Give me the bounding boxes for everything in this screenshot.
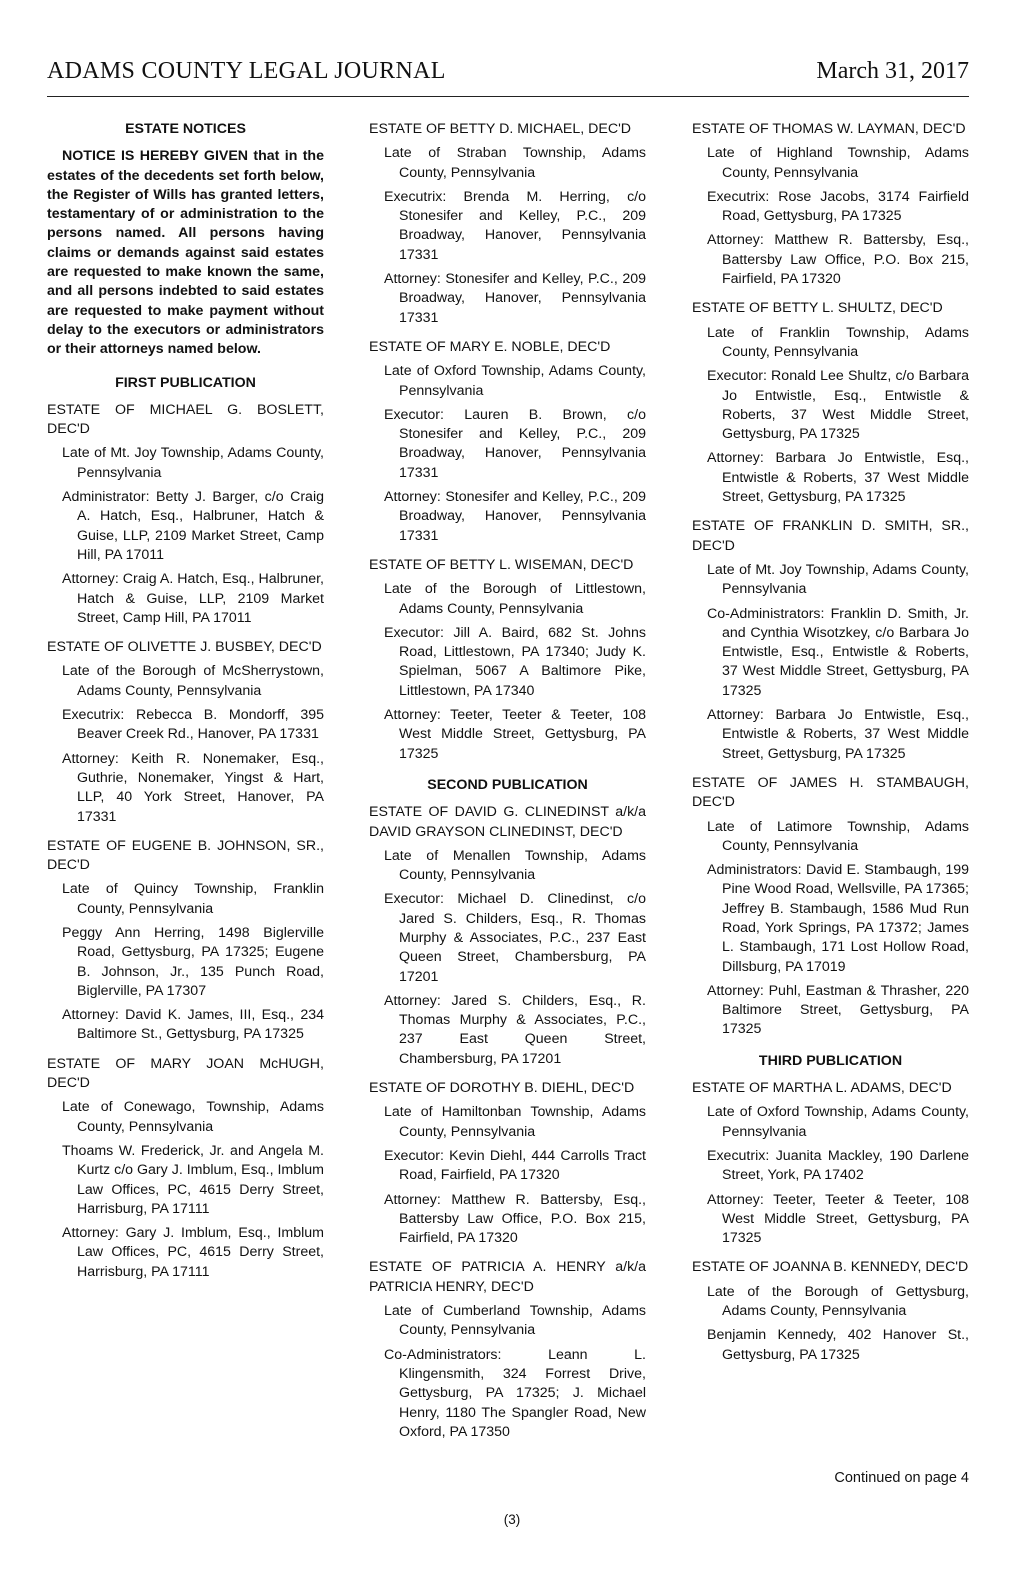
estate-name: ESTATE OF OLIVETTE J. BUSBEY, DEC'D <box>47 639 322 656</box>
estate-detail-line: Late of Menallen Township, Adams County, Pennsylvania <box>384 847 646 884</box>
estate-detail-line: Executor: Michael D. Clinedinst, c/o Jared S. Childers, Esq., R. Thomas Murphy & Associates, P.C., 237 East Queen Street, Chambersburg, PA 17201 <box>384 891 646 985</box>
estate-notice <box>369 803 646 1069</box>
estate-detail-line: Co-Administrators: Franklin D. Smith, Jr. and Cynthia Wisotzkey, c/o Barbara Jo Entwistle, Esq., Entwistle & Roberts, 37 West Middle Street, Gettysburg, PA 17325 <box>707 605 969 699</box>
column-3 <box>692 120 969 1365</box>
estate-detail-line: Executrix: Juanita Mackley, 190 Darlene Street, York, PA 17402 <box>707 1147 969 1184</box>
estate-name: ESTATE OF MICHAEL G. BOSLETT, DEC'D <box>47 401 324 438</box>
estate-notice <box>47 1055 324 1282</box>
estate-notice <box>692 1258 969 1364</box>
second-publication-heading: SECOND PUBLICATION <box>427 776 588 793</box>
estate-name: ESTATE OF MARY E. NOBLE, DEC'D <box>369 338 611 355</box>
estate-detail-line: Late of Mt. Joy Township, Adams County, Pennsylvania <box>707 561 969 598</box>
third-publication-heading: THIRD PUBLICATION <box>758 1052 903 1069</box>
estate-detail-line: Executrix: Rebecca B. Mondorff, 395 Beaver Creek Rd., Hanover, PA 17331 <box>62 707 324 743</box>
estate-notice <box>692 1079 969 1248</box>
column-1 <box>47 120 324 1282</box>
estate-detail-line: Late of Latimore Township, Adams County, Pennsylvania <box>707 818 969 854</box>
estate-notice <box>369 556 646 764</box>
estate-detail-line: Attorney: Matthew R. Battersby, Esq., Battersby Law Office, P.O. Box 215, Fairfield, PA 17320 <box>384 1191 646 1247</box>
estate-list <box>47 401 324 1282</box>
estate-detail-line: Attorney: Keith R. Nonemaker, Esq., Guthrie, Nonemaker, Yingst & Hart, LLP, 40 York Street, Hanover, PA 17331 <box>62 750 324 825</box>
estate-list <box>369 120 646 764</box>
estate-notice <box>47 837 324 1045</box>
estate-name: ESTATE OF PATRICIA A. HENRY a/k/a PATRICIA HENRY, DEC'D <box>369 1259 646 1295</box>
estate-list <box>369 803 646 1442</box>
estate-detail-line: Attorney: Barbara Jo Entwistle, Esq., Entwistle & Roberts, 37 West Middle Street, Gettysburg, PA 17325 <box>707 707 969 762</box>
estate-detail-line: Executrix: Brenda M. Herring, c/o Stonesifer and Kelley, P.C., 209 Broadway, Hanover, Pennsylvania 17331 <box>384 188 646 263</box>
estate-name: ESTATE OF EUGENE B. JOHNSON, SR., DEC'D <box>47 837 324 874</box>
estate-list <box>692 1079 969 1365</box>
estate-detail-line: Late of Franklin Township, Adams County, Pennsylvania <box>707 324 969 360</box>
estate-name: ESTATE OF MARTHA L. ADAMS, DEC'D <box>692 1080 952 1097</box>
estate-detail-line: Late of Oxford Township, Adams County, Pennsylvania <box>707 1104 969 1140</box>
estate-notice <box>369 120 646 328</box>
estate-notice <box>692 299 969 507</box>
estate-detail-line: Attorney: Stonesifer and Kelley, P.C., 209 Broadway, Hanover, Pennsylvania 17331 <box>384 489 646 544</box>
estate-notice <box>692 774 969 1040</box>
estate-detail-line: Attorney: Barbara Jo Entwistle, Esq., Entwistle & Roberts, 37 West Middle Street, Gettysburg, PA 17325 <box>707 450 969 506</box>
estate-detail-line: Late of Quincy Township, Franklin County, Pennsylvania <box>62 881 324 917</box>
issue-date: March 31, 2017 <box>816 58 969 84</box>
estate-name: ESTATE OF MARY JOAN McHUGH, DEC'D <box>47 1055 324 1092</box>
estate-detail-line: Late of Mt. Joy Township, Adams County, Pennsylvania <box>62 445 324 481</box>
estate-detail-line: Attorney: Gary J. Imblum, Esq., Imblum Law Offices, PC, 4615 Derry Street, Harrisburg, PA 17111 <box>62 1225 324 1280</box>
estate-notice <box>369 1258 646 1442</box>
estate-name: ESTATE OF JOANNA B. KENNEDY, DEC'D <box>692 1259 969 1276</box>
estate-name: ESTATE OF THOMAS W. LAYMAN, DEC'D <box>692 121 966 137</box>
estate-detail-line: Late of Straban Township, Adams County, Pennsylvania <box>384 145 646 181</box>
estate-detail-line: Executrix: Rose Jacobs, 3174 Fairfield Road, Gettysburg, PA 17325 <box>707 188 969 225</box>
estate-notice <box>47 638 324 827</box>
estate-name: ESTATE OF BETTY D. MICHAEL, DEC'D <box>369 121 632 137</box>
estate-detail-line: Late of Cumberland Township, Adams County, Pennsylvania <box>384 1303 646 1339</box>
estate-detail-line: Administrator: Betty J. Barger, c/o Craig A. Hatch, Esq., Halbruner, Hatch & Guise, LLP, 2109 Market Street, Camp Hill, PA 17011 <box>62 489 324 563</box>
estate-detail-line: Late of the Borough of Gettysburg, Adams County, Pennsylvania <box>707 1283 969 1320</box>
estate-list <box>692 120 969 1040</box>
estate-detail-line: Executor: Lauren B. Brown, c/o Stonesifer and Kelley, P.C., 209 Broadway, Hanover, Pennsylvania 17331 <box>384 406 646 481</box>
estate-detail-line: Late of Hamiltonban Township, Adams County, Pennsylvania <box>384 1104 646 1140</box>
estate-detail-line: Attorney: Teeter, Teeter & Teeter, 108 West Middle Street, Gettysburg, PA 17325 <box>384 707 646 762</box>
estate-name: ESTATE OF FRANKLIN D. SMITH, SR., DEC'D <box>692 518 969 554</box>
estate-notice <box>692 120 969 289</box>
estate-detail-line: Thoams W. Frederick, Jr. and Angela M. Kurtz c/o Gary J. Imblum, Esq., Imblum Law Offices, PC, 4615 Derry Street, Harrisburg, PA 17111 <box>62 1142 324 1217</box>
estate-detail-line: Peggy Ann Herring, 1498 Biglerville Road, Gettysburg, PA 17325; Eugene B. Johnson, Jr., 135 Punch Road, Biglerville, PA 17307 <box>62 924 324 999</box>
header-rule <box>47 96 969 97</box>
estate-detail-line: Late of Oxford Township, Adams County, Pennsylvania <box>384 363 646 399</box>
estate-name: ESTATE OF DAVID G. CLINEDINST a/k/a DAVID GRAYSON CLINEDINST, DEC'D <box>369 804 646 840</box>
estate-detail-line: Late of the Borough of McSherrystown, Adams County, Pennsylvania <box>62 663 324 699</box>
estate-detail-line: Executor: Jill A. Baird, 682 St. Johns Road, Littlestown, PA 17340; Judy K. Spielman, 5067 A Baltimore Pike, Littlestown, PA 17340 <box>384 624 646 699</box>
estate-detail-line: Attorney: Puhl, Eastman & Thrasher, 220 Baltimore Street, Gettysburg, PA 17325 <box>707 982 969 1038</box>
estate-detail-line: Late of the Borough of Littlestown, Adams County, Pennsylvania <box>384 581 646 617</box>
estate-detail-line: Executor: Ronald Lee Shultz, c/o Barbara Jo Entwistle, Esq., Entwistle & Roberts, 37 West Middle Street, Gettysburg, PA 17325 <box>707 368 969 443</box>
column-2 <box>369 120 646 1442</box>
estate-notices-heading: ESTATE NOTICES <box>125 121 246 137</box>
estate-name: ESTATE OF DOROTHY B. DIEHL, DEC'D <box>369 1080 635 1097</box>
estate-detail-line: Late of Conewago, Township, Adams County, Pennsylvania <box>62 1099 324 1135</box>
continued-note: Continued on page 4 <box>834 1470 969 1486</box>
estate-detail-line: Co-Administrators: Leann L. Klingensmith, 324 Forrest Drive, Gettysburg, PA 17325; J. Michael Henry, 1180 The Spangler Road, New Oxford, PA 17350 <box>384 1346 646 1440</box>
estate-name: ESTATE OF BETTY L. SHULTZ, DEC'D <box>692 300 943 317</box>
page-number: (3) <box>503 1512 521 1527</box>
estate-detail-line: Administrators: David E. Stambaugh, 199 Pine Wood Road, Wellsville, PA 17365; Jeffrey B. Stambaugh, 1586 Mud Run Road, York Springs, PA 17372; James L. Stambaugh, 171 Lost Hollow Road, Dillsburg, PA 17019 <box>707 862 969 975</box>
estate-notice <box>369 1079 646 1248</box>
estate-detail-line: Executor: Kevin Diehl, 444 Carrolls Tract Road, Fairfield, PA 17320 <box>384 1147 646 1184</box>
estate-detail-line: Attorney: Matthew R. Battersby, Esq., Battersby Law Office, P.O. Box 215, Fairfield, PA 17320 <box>707 232 969 288</box>
estate-detail-line: Late of Highland Township, Adams County, Pennsylvania <box>707 145 969 181</box>
estate-notice <box>369 338 646 546</box>
estate-name: ESTATE OF JAMES H. STAMBAUGH, DEC'D <box>692 774 969 811</box>
estate-detail-line: Attorney: Craig A. Hatch, Esq., Halbruner, Hatch & Guise, LLP, 2109 Market Street, Camp Hill, PA 17011 <box>62 571 324 626</box>
estate-detail-line: Attorney: Jared S. Childers, Esq., R. Thomas Murphy & Associates, P.C., 237 East Queen Street, Chambersburg, PA 17201 <box>384 992 646 1067</box>
estate-name: ESTATE OF BETTY L. WISEMAN, DEC'D <box>369 556 634 573</box>
page-header <box>47 58 969 88</box>
estate-detail-line: Benjamin Kennedy, 402 Hanover St., Gettysburg, PA 17325 <box>707 1327 969 1363</box>
journal-title: ADAMS COUNTY LEGAL JOURNAL <box>47 58 446 84</box>
estate-notice <box>47 401 324 628</box>
first-publication-heading: FIRST PUBLICATION <box>115 374 256 391</box>
estate-detail-line: Attorney: David K. James, III, Esq., 234 Baltimore St., Gettysburg, PA 17325 <box>62 1007 324 1043</box>
estate-detail-line: Attorney: Teeter, Teeter & Teeter, 108 West Middle Street, Gettysburg, PA 17325 <box>707 1191 969 1247</box>
notice-paragraph: NOTICE IS HEREBY GIVEN that in the estates of the decedents set forth below, the Register of Wills has granted letters, testamentary of or administration to the persons named. All persons having claims or demands against said estates are requested to make known the same, and all persons indebted to said estates are requested to make payment without delay to the executors or administrators or their attorneys named below. <box>47 148 324 358</box>
estate-notice <box>692 517 969 764</box>
estate-detail-line: Attorney: Stonesifer and Kelley, P.C., 209 Broadway, Hanover, Pennsylvania 17331 <box>384 271 646 326</box>
